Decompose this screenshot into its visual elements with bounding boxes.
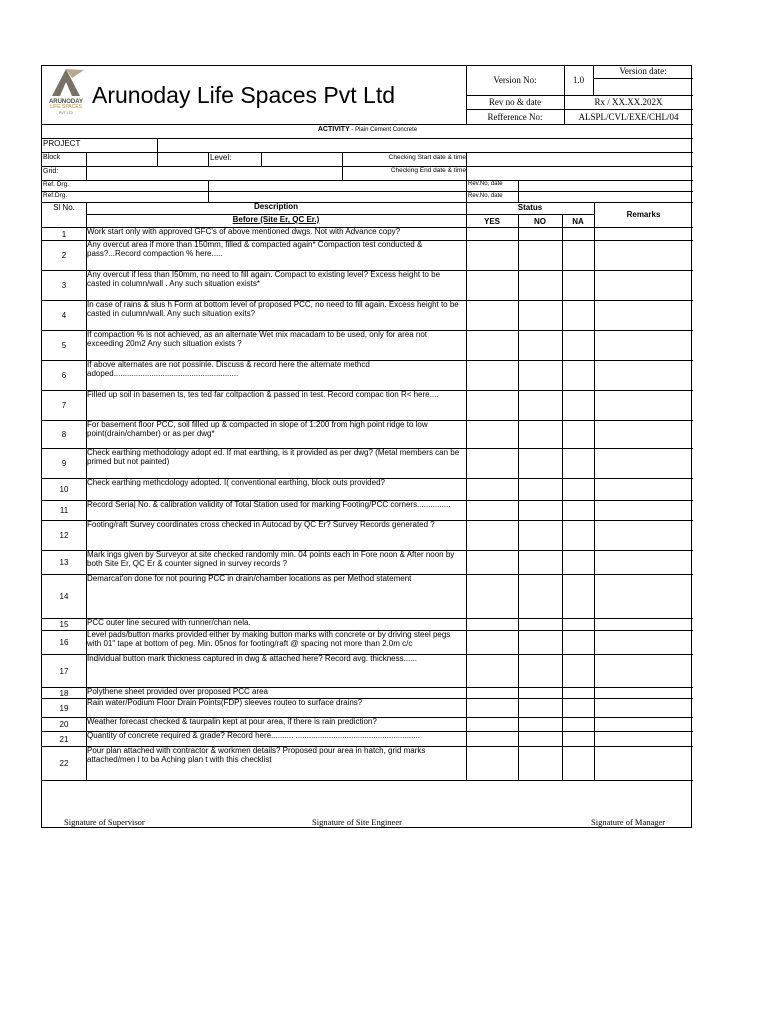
status-no-cell[interactable] [519,270,562,300]
table-row [42,420,693,448]
version-date-label: Version date: [619,66,667,76]
status-no-cell[interactable] [519,448,562,478]
row-description: Work start only with approved GFC's of above mentioned dwgs. Not with Advance copy? [87,227,401,236]
status-na-cell[interactable] [563,420,594,448]
remarks-cell[interactable] [595,227,693,240]
remarks-cell[interactable] [595,420,693,448]
table-row [42,390,693,420]
status-na-cell[interactable] [563,574,594,618]
row-number: 22 [59,759,69,768]
status-na-cell[interactable] [563,390,594,420]
supervisor-signature: Signature of Supervisor [64,817,145,827]
row-number: 2 [61,251,67,260]
rev-value: Rx / XX.XX.202X [594,97,663,107]
status-no-cell[interactable] [519,746,562,780]
status-no-cell[interactable] [519,390,562,420]
row-number: 11 [59,506,69,515]
sl-no-header: Sl No. [53,203,75,212]
status-na-cell[interactable] [563,731,594,746]
status-no-cell[interactable] [519,420,562,448]
ref-drg-label-2: Ref.Drg. [43,192,68,199]
row-description: Record Seria| No. & calibration validity of Total Station used for marking Footing/PCC corners............... [87,500,451,509]
status-yes-cell[interactable] [467,360,518,390]
table-row [42,330,693,360]
remarks-cell[interactable] [595,654,693,687]
remarks-cell[interactable] [595,687,693,698]
status-na-cell[interactable] [563,698,594,717]
checklist-sheet [41,65,692,828]
remarks-cell[interactable] [595,478,693,500]
ref-label: Refference No: [487,112,543,122]
status-no-cell[interactable] [519,654,562,687]
status-na-cell[interactable] [563,500,594,520]
table-row [42,360,693,390]
status-na-cell[interactable] [563,630,594,654]
row-description: Mark ings given by Surveyor at site checked randomly min. 04 points each in Fore noon & After noon by both Site Er, QC Er & counter signed in survey records ? [87,550,455,568]
row-number: 20 [59,720,69,729]
status-no-cell[interactable] [519,227,562,240]
check-start-label: Checking Start date & time [388,154,466,161]
status-no-cell[interactable] [519,478,562,500]
status-no-cell[interactable] [519,520,562,550]
na-header: NA [572,217,584,226]
remarks-cell[interactable] [595,270,693,300]
company-name: Arunoday Life Spaces Pvt Ltd [92,82,396,108]
table-row [42,300,693,330]
row-description: For basement floor PCC, soil filled up & compacted in slope of 1:200 from high point ridge to low point(drain/chamber) or as per dwg* [87,420,428,438]
remarks-cell[interactable] [595,731,693,746]
status-yes-cell[interactable] [467,500,518,520]
row-number: 19 [59,703,69,713]
block-label: Block [43,154,61,161]
row-number: 8 [61,430,67,439]
status-no-cell[interactable] [519,574,562,618]
status-no-cell[interactable] [519,630,562,654]
no-header: NO [534,217,546,226]
status-na-cell[interactable] [563,618,594,630]
status-yes-cell[interactable] [467,520,518,550]
row-number: 16 [59,638,69,647]
status-na-cell[interactable] [563,300,594,330]
status-no-cell[interactable] [519,698,562,717]
status-no-cell[interactable] [519,240,562,270]
table-row [42,746,693,780]
table-row [42,731,693,746]
ref-value: ALSPL/CVL/EXE/CHL/04 [578,112,679,122]
version-no-label: Version No: [493,75,537,85]
status-no-cell[interactable] [519,330,562,360]
row-description: Quantity of concrete required & grade? Record here.......... ........................................................ [87,731,421,740]
remarks-cell[interactable] [595,574,693,618]
remarks-header: Remarks [626,210,661,219]
row-number: 18 [59,688,69,698]
row-description: PCC outer line secured with runner/chan nela. [87,618,251,627]
remarks-cell[interactable] [595,448,693,478]
table-row [42,240,693,270]
status-no-cell[interactable] [519,300,562,330]
company-logo [42,66,90,124]
remarks-cell[interactable] [595,520,693,550]
table-row [42,448,693,478]
table-row [42,618,693,630]
yes-header: YES [483,217,500,226]
row-description: If above alternates are not possinle. Discuss & record here the alternate methcd adoped........................................................ [87,360,370,378]
row-description: In case of rains & slus h Form at bottom level of proposed PCC, no need to fill again. Excess height to be casted in culumn/wall. Any such situation exits? [87,300,459,318]
version-no-value: 1.0 [572,75,585,85]
remarks-cell[interactable] [595,717,693,731]
status-yes-cell[interactable] [467,550,518,574]
table-row [42,687,693,698]
status-no-cell[interactable] [519,550,562,574]
status-yes-cell[interactable] [467,654,518,687]
table-row [42,478,693,500]
row-description: Individual button mark thickness captured in dwg & attached here? Record avg. thickness...... [87,654,417,663]
logo-text-3: PVT LTD [58,111,74,115]
row-number: 17 [59,666,69,676]
remarks-cell[interactable] [595,746,693,780]
status-na-cell[interactable] [563,227,594,240]
status-yes-cell[interactable] [467,574,518,618]
row-number: 4 [61,311,67,320]
row-description: Any overcut area if more than 150mm, filled & compacted again* Compaction test conducted & pass?...Record compaction % here..... [87,240,423,258]
row-number: 10 [59,485,69,494]
activity-label: ACTIVITY [317,126,350,133]
row-description: If compaction % is not achieved, as an alternate Wet mix macadam to be used, only for area not exceeding 20m2 Any such situation exists ? [87,330,428,348]
status-yes-cell[interactable] [467,300,518,330]
remarks-cell[interactable] [595,550,693,574]
status-na-cell[interactable] [563,360,594,390]
row-number: 3 [61,281,67,290]
remarks-cell[interactable] [595,618,693,630]
rev-label: Rev no & date [488,97,542,107]
remarks-cell[interactable] [595,240,693,270]
before-header: Before (Site Er, QC Er.) [232,215,320,224]
row-number: 15 [59,620,69,629]
status-no-cell[interactable] [519,500,562,520]
status-na-cell[interactable] [563,478,594,500]
table-row [42,550,693,574]
status-yes-cell[interactable] [467,478,518,500]
status-yes-cell[interactable] [467,227,518,240]
row-description: Level pads/button marks provided either by making button marks with concrete or by driving steel pegs with 01" tape at bottom of peg. Min. 05nos for footing/raft @ spacing not more than 2.0m c/c [87,630,451,648]
rev-date-label-2: Rev.No, date [468,193,503,199]
status-yes-cell[interactable] [467,240,518,270]
status-yes-cell[interactable] [467,618,518,630]
status-no-cell[interactable] [519,360,562,390]
remarks-cell[interactable] [595,360,693,390]
remarks-cell[interactable] [595,698,693,717]
table-row [42,717,693,731]
status-yes-cell[interactable] [467,330,518,360]
grid-label: Grid: [43,168,59,175]
status-na-cell[interactable] [563,270,594,300]
row-description: Polythene sheet provided over proposed PCC area [87,687,268,696]
remarks-cell[interactable] [595,390,693,420]
row-number: 14 [59,592,69,601]
check-end-label: Checking End date & time [390,167,466,174]
row-number: 1 [61,229,67,239]
row-description: Filled up soil in basemen ts, tes ted far coltpaction & passed in test. Record compac tion R< here.... [87,390,439,399]
activity-value: - Plain Cement Concrete [349,127,418,133]
row-number: 6 [61,371,67,380]
table-row [42,270,693,300]
table-row [42,520,693,550]
remarks-cell[interactable] [595,330,693,360]
table-row [42,574,693,618]
row-number: 5 [61,341,67,350]
logo-text-1: ARUNODAY [48,99,84,105]
table-row [42,630,693,654]
row-description: Rain water/Podium Floor Drain Points(FDP) sleeves routeo to surface drains? [87,698,363,707]
status-yes-cell[interactable] [467,717,518,731]
manager-signature: Signature of Manager [591,817,666,827]
status-yes-cell[interactable] [467,630,518,654]
status-na-cell[interactable] [563,448,594,478]
status-yes-cell[interactable] [467,746,518,780]
activity-line [42,126,693,134]
table-row [42,227,693,240]
row-number: 7 [61,401,67,410]
status-no-cell[interactable] [519,731,562,746]
status-yes-cell[interactable] [467,448,518,478]
row-number: 12 [59,531,69,540]
project-label: PROJECT [43,139,81,148]
remarks-cell[interactable] [595,300,693,330]
status-na-cell[interactable] [563,240,594,270]
status-header: Status [517,203,543,212]
table-row [42,500,693,520]
row-description: Any overcut if less than I50mm, no need to fill again. Compact to existing level? Excess height to be casted in column/wall . Any such situation exists* [87,270,441,288]
site-engineer-signature: Signature of Site Engineer [312,817,402,827]
row-number: 21 [59,734,69,744]
table-row [42,654,693,687]
rev-date-label-1: Rev.No, date [468,181,503,187]
status-yes-cell[interactable] [467,687,518,698]
row-description: Check earthing methodology adopt ed. If mat earthing, is it provided as per dwg? (Metal members can be primed but not painted) [87,448,460,466]
status-na-cell[interactable] [563,550,594,574]
status-yes-cell[interactable] [467,270,518,300]
row-description: Pour plan attached with contractor & workmen details? Proposed pour area in hatch, grid marks attached/men l to ba Aching plan t with this checklist [87,746,426,764]
level-label: Level: [210,153,232,162]
status-no-cell[interactable] [519,717,562,731]
description-header: Description [253,202,298,211]
status-no-cell[interactable] [519,687,562,698]
status-yes-cell[interactable] [467,390,518,420]
status-na-cell[interactable] [563,717,594,731]
status-yes-cell[interactable] [467,420,518,448]
row-description: Footing/raft Survey coordinates cross checked in Autocad by QC Er? Survey Records generated ? [87,520,435,529]
row-description: Check earthing methcdology adopted. I( conventional earthing, block outs provided? [87,478,385,487]
logo-text-2: LIFE SPACES [50,104,82,110]
row-description: Demarcat'on done for not pouring PCC in drain/chamber locations as per Method statement [87,574,412,583]
status-na-cell[interactable] [563,520,594,550]
status-na-cell[interactable] [563,687,594,698]
ref-drg-label-1: Ref. Drg. [43,181,70,188]
table-row [42,698,693,717]
row-number: 9 [61,459,67,468]
status-no-cell[interactable] [519,618,562,630]
status-na-cell[interactable] [563,746,594,780]
status-na-cell[interactable] [563,654,594,687]
remarks-cell[interactable] [595,500,693,520]
row-description: Weather forecast checked & taurpalin kept at pour area, if there is rain prediction? [87,717,377,726]
remarks-cell[interactable] [595,630,693,654]
status-yes-cell[interactable] [467,698,518,717]
row-number: 13 [59,558,69,567]
status-yes-cell[interactable] [467,731,518,746]
status-na-cell[interactable] [563,330,594,360]
